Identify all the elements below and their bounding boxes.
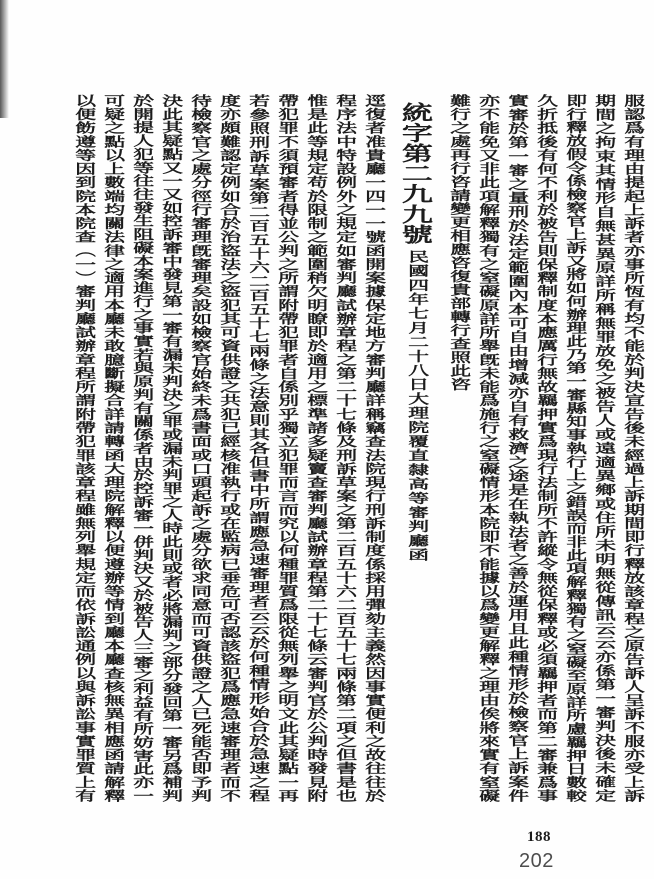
column-text: 即行釋放假令係檢察官上訴又將如何辦理此乃第一審縣知事執行上之錯誤而非此項解釋獨有之窒礙至原詳所慮羈押日數較	[561, 94, 586, 802]
document-number-heading: 統字第二九九號	[396, 102, 434, 244]
column-text: 服認爲有理由提起上訴者亦事所恆有均不能於判決宣告後未經過上訴期間即行釋放該章程之原告訴人呈訴不服亦受上訴	[619, 94, 644, 802]
column-text: 惟是此等規定苟於限制之範圍稍欠明瞭即於適用之標準諸多疑竇查審判廳試辦章程第二十七條云審判官於公判時發見附	[302, 94, 327, 802]
column-text: 以便飭遵等因到院本院查（一）審判廳試辦章程所謂附帶犯罪該章程雖無列舉規定而依訴訟通例以與訴訟事實罪質上有	[70, 94, 95, 802]
text-column	[242, 94, 271, 806]
text-column	[126, 94, 155, 806]
column-text: 帶犯罪不須預審者得並公判之所謂附帶犯罪者自係別乎獨立犯罪而言而究以何種罪質爲限從無列舉之明文此其疑點一再	[273, 94, 298, 802]
text-column	[329, 94, 358, 806]
column-text: 可疑之點以上數端均關法律之適用本廳未敢臆斷擬合詳請轉函大理院解釋以便遵辦等情到廳本廳查核無異相應函請解釋	[99, 94, 124, 802]
text-column	[155, 94, 184, 806]
document-dateline: 民國四年七月二十八日大理院覆直隸高等審判廳函	[403, 250, 427, 563]
column-text: 實審於第一審之量刑於法定範圍內本可自由增減亦自有救濟之途是在執法者之善於運用且此種情形於檢察官上訴案件	[503, 94, 528, 802]
heading-column	[387, 94, 443, 806]
column-text: 期間之拘束其情形自無甚異原詳所稱無罪放免之被告人或遠適異鄉或住所未明無從傳訊云云亦係第一審判決後未確定	[590, 94, 615, 802]
text-column	[530, 94, 559, 806]
text-column	[501, 94, 530, 806]
column-text: 度亦頗難認定例如合於治盜法之盜犯其可資供證之共犯已經核准執行或在監病已垂危可否認該盜犯爲應急速審理者而不	[215, 94, 240, 802]
column-text: 於開提人犯等往往發生阻礙本案進行之事實若與原判有關係者由於控訴審一併判決又於被告人三審之利益有所妨害此亦一	[128, 94, 153, 802]
text-column	[97, 94, 126, 806]
column-text: 久折抵後有何不利於被告則保釋制度本應厲行無故羈押實爲現行法制所不許縱令無從保釋或必須羈押者而第二審兼爲事	[532, 94, 557, 802]
text-column	[443, 94, 472, 806]
column-text: 決此其疑點又一又如控訴審中發見第一審有漏未判決之罪或漏未判罪之人時此則或者必將漏判之部分發回第一審另爲補判	[157, 94, 182, 802]
column-text: 程序法中特設例外之規定如審判廳試辦章程之第二十七條及刑訴草案之第二百五十六二百五十七兩條第二項之但書是也	[331, 94, 356, 802]
column-text: 若參照刑訴草案第二百五十六二百五十七兩條之法意則其各但書中所謂應急速審理者云云於何種情形始合於急速之程	[244, 94, 269, 802]
text-column	[271, 94, 300, 806]
text-column	[213, 94, 242, 806]
column-text: 亦不能免又非此項解釋獨有之窒礙原詳所舉旣未能爲施行之窒礙情形本院即不能據以爲變更解釋之理由俟將來實有窒礙	[474, 94, 499, 802]
text-column	[68, 94, 97, 806]
text-column	[300, 94, 329, 806]
scan-edge-shadow	[0, 0, 9, 118]
text-column	[472, 94, 501, 806]
column-text: 逕復者准貴廳一四一一號函開案據保定地方審判廳詳稱竊查法院現行刑訴制度係採用彈劾主義然因事實便利之故往往於	[360, 94, 385, 802]
printed-page-number: 188	[527, 829, 551, 845]
text-column	[184, 94, 213, 806]
vertical-text-block	[68, 94, 646, 806]
text-column	[617, 94, 646, 806]
column-text: 待檢察官之處分徑行審理旣審理矣設如檢察官始終未爲書面或口頭起訴之處分欲求同意而可資供證之人已死能否即予判	[186, 94, 211, 802]
text-column	[588, 94, 617, 806]
scan-page-number: 202	[519, 850, 554, 872]
text-column	[358, 94, 387, 806]
text-column	[559, 94, 588, 806]
closing-column-text: 難行之處再行咨請變更相應咨復貴部轉行查照此咨	[445, 94, 470, 391]
